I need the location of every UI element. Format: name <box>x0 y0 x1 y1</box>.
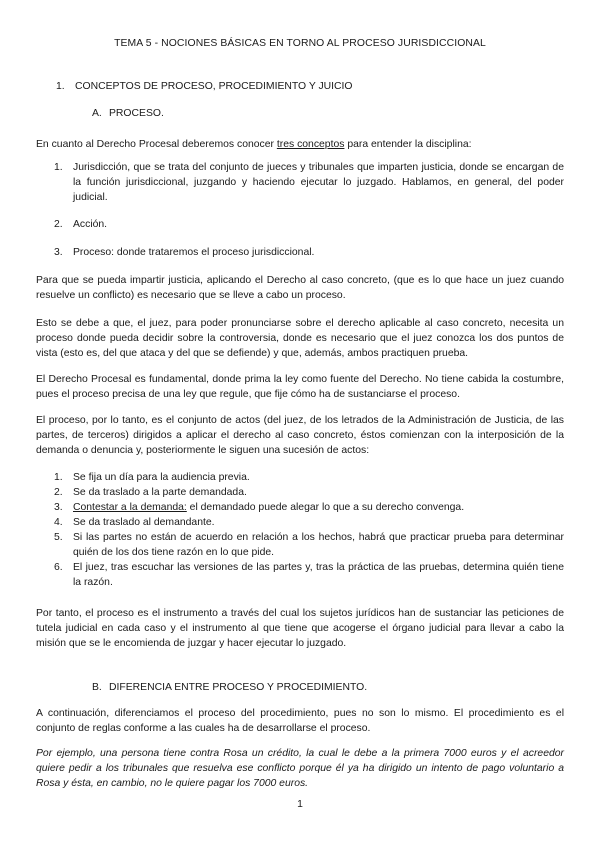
list-item-number: 3. <box>54 247 63 258</box>
intro-paragraph <box>36 137 564 152</box>
list-item-number: 2. <box>54 487 63 498</box>
list-item-number: 1. <box>54 472 63 483</box>
subsection-heading-text: PROCESO. <box>109 108 164 119</box>
subsection-heading-text: DIFERENCIA ENTRE PROCESO Y PROCEDIMIENTO. <box>109 682 368 693</box>
intro-text-after: para entender la disciplina: <box>344 139 472 150</box>
intro-underlined-text: tres conceptos <box>276 139 345 150</box>
list-item <box>54 530 564 560</box>
list-item-number: 3. <box>54 502 63 513</box>
list-item-text: el demandado puede alegar lo que a su derecho convenga. <box>186 502 465 513</box>
subsection-heading-a <box>92 106 164 121</box>
list-item-underlined-text: Contestar a la demanda: <box>73 502 187 513</box>
list-item <box>54 470 564 485</box>
intro-text-before: En cuanto al Derecho Procesal deberemos conocer <box>36 139 277 150</box>
subsection-number: A. <box>92 108 102 119</box>
section-heading-text: CONCEPTOS DE PROCESO, PROCEDIMIENTO Y JUICIO <box>75 81 353 92</box>
concepts-list-3 <box>54 245 564 260</box>
list-item-number: 6. <box>54 562 63 573</box>
paragraph-5: Por tanto, el proceso es el instrumento a través del cual los sujetos jurídicos han de sustanciar las peticiones de tutela judicial en cada caso y el instrumento al que tiene que acogerse el órgano judicial para llevar a cabo la misión que se le encomienda de juzgar y hacer ejecutar lo juzgado. <box>36 608 564 649</box>
acts-list <box>54 470 564 590</box>
list-item <box>54 515 564 530</box>
document-title: TEMA 5 - NOCIONES BÁSICAS EN TORNO AL PROCESO JURISDICCIONAL <box>114 38 486 49</box>
list-item <box>54 560 564 590</box>
list-item-number: 4. <box>54 517 63 528</box>
paragraph-6: A continuación, diferenciamos el proceso del procedimiento, pues no son lo mismo. El procedimiento es el conjunto de reglas conforme a las cuales ha de desarrollarse el proceso. <box>36 708 564 734</box>
list-item <box>54 500 564 515</box>
list-item-text: Se da traslado al demandante. <box>73 517 215 528</box>
concepts-list <box>54 160 564 205</box>
list-item <box>54 217 564 232</box>
list-item-text: Se da traslado a la parte demandada. <box>73 487 247 498</box>
list-item-text: Acción. <box>73 219 108 230</box>
list-item-text: Jurisdicción, que se trata del conjunto de jueces y tribunales que imparten justicia, donde se encargan de la función jurisdiccional, juzgando y haciendo ejecutar lo juzgado. Hablamos, en general, del poder judicial. <box>73 162 564 203</box>
list-item <box>54 245 564 260</box>
paragraph-3: El Derecho Procesal es fundamental, donde prima la ley como fuente del Derecho. No tiene cabida la costumbre, pues el proceso precisa de una ley que regule, que fije cómo ha de sustanciarse el proceso. <box>36 374 564 400</box>
list-item <box>54 485 564 500</box>
section-number: 1. <box>56 81 65 92</box>
paragraph-1: Para que se pueda impartir justicia, aplicando el Derecho al caso concreto, (que es lo que hace un juez cuando resuelve un conflicto) es necesario que se lleve a cabo un proceso. <box>36 275 564 301</box>
list-item-text: Proceso: donde trataremos el proceso jurisdiccional. <box>73 247 315 258</box>
list-item-number: 5. <box>54 532 63 543</box>
paragraph-7-example: Por ejemplo, una persona tiene contra Rosa un crédito, la cual le debe a la primera 7000 euros y el acreedor quiere pedir a los tribunales que resuelva ese conflicto porque él ya ha dirigido un intento de pago voluntario a Rosa y ésta, en cambio, no le quiere pagar los 7000 euros. <box>36 748 564 789</box>
paragraph-2: Esto se debe a que, el juez, para poder pronunciarse sobre el derecho aplicable al caso concreto, necesita un proceso donde pueda decidir sobre la controversia, donde es necesario que el juez conozca los dos puntos de vista (esto es, del que ataca y del que se defiende) y que, además, ambos practiquen prueba. <box>36 318 564 359</box>
section-heading-1 <box>56 79 353 94</box>
list-item <box>54 160 564 205</box>
list-item-text: Se fija un día para la audiencia previa. <box>73 472 250 483</box>
page-number: 1 <box>297 799 303 810</box>
paragraph-4: El proceso, por lo tanto, es el conjunto de actos (del juez, de los letrados de la Administración de Justicia, de las partes, de terceros) dirigidos a aplicar el derecho al caso concreto, éstos comienzan con la interposición de la demanda o denuncia y, posteriormente le siguen una sucesión de actos: <box>36 415 564 456</box>
list-item-number: 2. <box>54 219 63 230</box>
concepts-list-2 <box>54 217 564 232</box>
list-item-text: Si las partes no están de acuerdo en relación a los hechos, habrá que practicar prueba para determinar quién de los dos tiene razón en lo que pide. <box>73 532 564 558</box>
subsection-number: B. <box>92 682 102 693</box>
subsection-heading-b <box>92 680 367 695</box>
list-item-number: 1. <box>54 162 63 173</box>
list-item-text: El juez, tras escuchar las versiones de las partes y, tras la práctica de las pruebas, determina quién tiene la razón. <box>73 562 564 588</box>
